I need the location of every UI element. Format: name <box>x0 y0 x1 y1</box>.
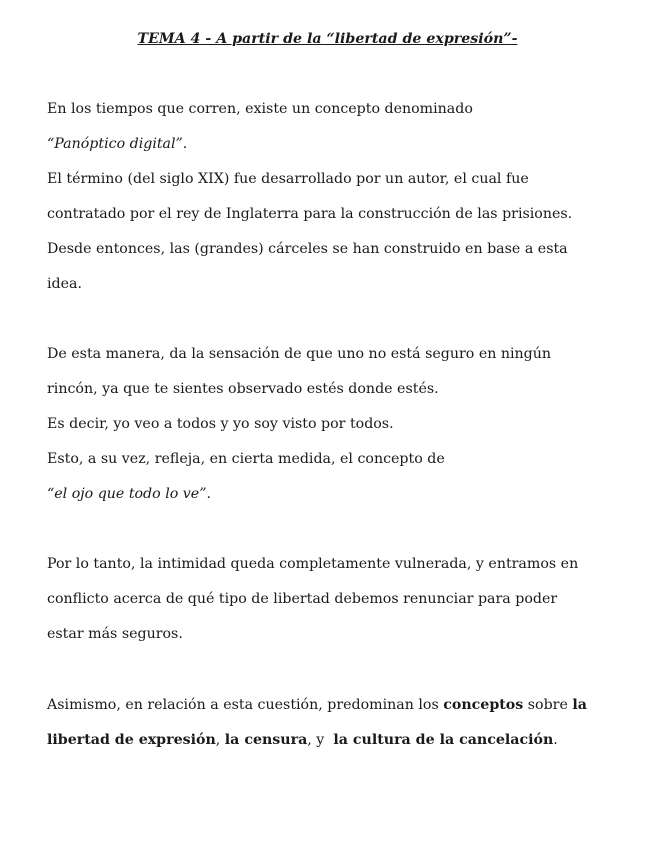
paragraph-1-line-6: idea. <box>47 276 82 292</box>
paragraph-3-line-1: Por lo tanto, la intimidad queda completamente vulnerada, y entramos en <box>47 556 579 572</box>
paragraph-2-line-4: Esto, a su vez, refleja, en cierta medida, el concepto de <box>47 451 445 467</box>
p4-text-y: , y <box>307 732 334 748</box>
p4-bold-censura: la censura <box>224 732 308 748</box>
paragraph-3-line-3: estar más seguros. <box>47 626 183 642</box>
p4-bold-la: la <box>572 697 587 713</box>
paragraph-2-line-2: rincón, ya que te sientes observado estés donde estés. <box>47 381 439 397</box>
paragraph-1-line-1: En los tiempos que corren, existe un concepto denominado <box>47 101 473 117</box>
paragraph-1-line-5: Desde entonces, las (grandes) cárceles se han construido en base a esta <box>47 241 568 257</box>
paragraph-3-line-2: conflicto acerca de qué tipo de libertad debemos renunciar para poder <box>47 591 558 607</box>
p4-text-c: sobre <box>523 697 573 713</box>
paragraph-2-line-5: “el ojo que todo lo ve”. <box>47 486 211 502</box>
paragraph-1-line-4: contratado por el rey de Inglaterra para la construcción de las prisiones. <box>47 206 573 222</box>
p4-text-a: Asimismo, en relación a esta cuestión, predominan los <box>47 697 444 713</box>
paragraph-4-line-1 <box>47 694 587 716</box>
paragraph-4-line-2 <box>47 729 558 751</box>
paragraph-2-line-1: De esta manera, da la sensación de que uno no está seguro en ningún <box>47 346 552 362</box>
paragraph-2-line-3: Es decir, yo veo a todos y yo soy visto por todos. <box>47 416 394 432</box>
document-title: TEMA 4 - A partir de la “libertad de expresión”- <box>137 31 518 47</box>
p4-bold-conceptos: conceptos <box>443 697 524 713</box>
paragraph-1-line-2: “Panóptico digital”. <box>47 136 188 152</box>
p4-bold-cancelacion: la cultura de la cancelación <box>333 732 554 748</box>
paragraph-1-line-3: El término (del siglo XIX) fue desarrollado por un autor, el cual fue <box>47 171 529 187</box>
p4-text-comma1: , <box>215 732 225 748</box>
p4-bold-libertad: libertad de expresión <box>47 732 216 748</box>
p4-text-period: . <box>553 732 558 748</box>
